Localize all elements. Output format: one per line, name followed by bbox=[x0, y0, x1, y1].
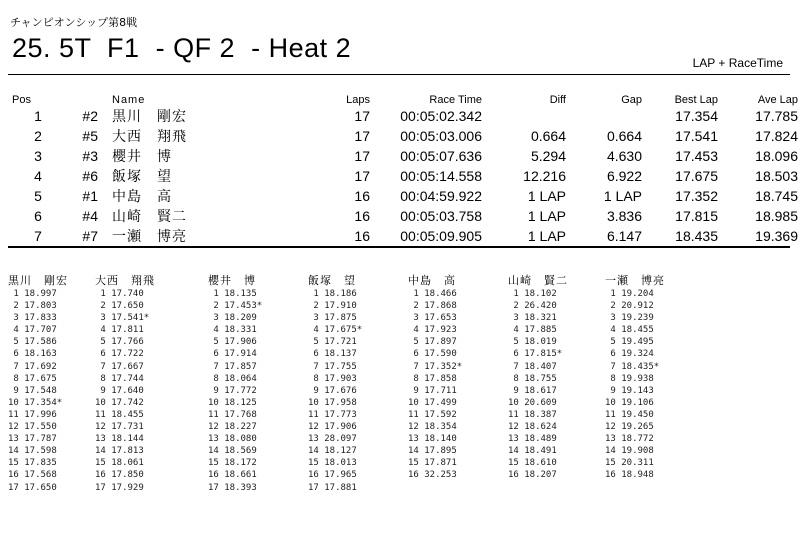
lap-time: 5 17.897 bbox=[408, 337, 457, 348]
lap-time: 7 17.352* bbox=[408, 361, 463, 372]
championship-label: チャンピオンシップ第8戦 bbox=[10, 16, 138, 29]
col-laps: Laps bbox=[346, 94, 370, 106]
lap-time: 12 19.265 bbox=[605, 422, 654, 433]
lap-time: 7 17.857 bbox=[208, 361, 257, 372]
result-laps: 17 bbox=[354, 128, 370, 144]
result-best-lap: 17.675 bbox=[675, 168, 718, 184]
lap-time: 6 17.914 bbox=[208, 349, 257, 360]
result-diff: 1 LAP bbox=[527, 208, 566, 224]
lap-time: 8 17.675 bbox=[8, 373, 57, 384]
lap-time: 7 18.407 bbox=[508, 361, 557, 372]
lap-time: 7 18.435* bbox=[605, 361, 660, 372]
result-car-number: #5 bbox=[82, 128, 98, 144]
lap-time: 2 26.420 bbox=[508, 301, 557, 312]
lap-time: 3 18.321 bbox=[508, 313, 557, 324]
lap-time: 1 19.204 bbox=[605, 289, 654, 299]
lap-time: 12 17.550 bbox=[8, 422, 57, 433]
lap-time: 5 17.721 bbox=[308, 337, 357, 348]
lap-time: 10 19.106 bbox=[605, 397, 654, 408]
result-driver-name: 黒川 剛宏 bbox=[112, 108, 187, 124]
lap-time: 14 18.569 bbox=[208, 446, 257, 457]
result-ave-lap: 17.785 bbox=[755, 108, 798, 124]
lap-time: 11 17.996 bbox=[8, 409, 57, 420]
lap-time: 8 18.755 bbox=[508, 373, 557, 384]
lap-time: 13 18.080 bbox=[208, 434, 257, 445]
page-title: 25. 5T F1 - QF 2 - Heat 2 bbox=[12, 33, 352, 63]
result-best-lap: 17.352 bbox=[675, 188, 718, 204]
result-car-number: #2 bbox=[82, 108, 98, 124]
lap-time: 13 28.097 bbox=[308, 434, 357, 445]
col-best-lap: Best Lap bbox=[674, 94, 718, 106]
lap-time: 14 18.491 bbox=[508, 446, 557, 457]
lap-time: 3 18.209 bbox=[208, 313, 257, 324]
lap-time: 9 19.143 bbox=[605, 385, 654, 396]
lap-time: 10 17.742 bbox=[95, 397, 144, 408]
col-no bbox=[68, 88, 98, 106]
lap-time: 15 18.061 bbox=[95, 458, 144, 469]
lap-time: 15 17.871 bbox=[408, 458, 457, 469]
lap-time: 8 17.903 bbox=[308, 373, 357, 384]
lap-time: 14 17.598 bbox=[8, 446, 57, 457]
results-header-row bbox=[8, 88, 798, 106]
lap-time: 2 20.912 bbox=[605, 301, 654, 312]
lap-time: 2 17.453* bbox=[208, 301, 263, 312]
lap-time: 9 17.640 bbox=[95, 385, 144, 396]
lap-time: 16 17.965 bbox=[308, 470, 357, 481]
result-row bbox=[8, 226, 798, 246]
lap-time: 16 18.661 bbox=[208, 470, 257, 481]
lap-time: 9 17.772 bbox=[208, 385, 257, 396]
result-driver-name: 櫻井 博 bbox=[112, 148, 172, 164]
lap-time: 12 18.354 bbox=[408, 422, 457, 433]
lap-time: 3 17.653 bbox=[408, 313, 457, 324]
lap-time: 3 17.833 bbox=[8, 313, 57, 324]
lap-column-driver: 黒川 剛宏 bbox=[8, 274, 68, 287]
lap-time: 12 17.731 bbox=[95, 422, 144, 433]
result-ave-lap: 19.369 bbox=[755, 228, 798, 244]
report-type-label: LAP + RaceTime bbox=[692, 56, 783, 70]
lap-time: 6 18.137 bbox=[308, 349, 357, 360]
lap-time: 14 18.127 bbox=[308, 446, 357, 457]
lap-time: 4 17.811 bbox=[95, 325, 144, 336]
lap-time: 6 19.324 bbox=[605, 349, 654, 360]
lap-time: 13 17.787 bbox=[8, 434, 57, 445]
result-row bbox=[8, 126, 798, 146]
lap-time: 6 17.815* bbox=[508, 349, 563, 360]
lap-time: 11 18.387 bbox=[508, 409, 557, 420]
result-gap bbox=[566, 106, 642, 126]
lap-column-driver: 山崎 賢二 bbox=[508, 274, 568, 287]
result-diff bbox=[482, 106, 566, 126]
lap-time: 9 18.617 bbox=[508, 385, 557, 396]
lap-time: 9 17.548 bbox=[8, 385, 57, 396]
lap-time: 1 18.102 bbox=[508, 289, 557, 299]
result-driver-name: 中島 高 bbox=[112, 188, 172, 204]
result-row bbox=[8, 146, 798, 166]
lap-time: 11 17.773 bbox=[308, 409, 357, 420]
lap-time: 11 17.592 bbox=[408, 409, 457, 420]
lap-column bbox=[308, 272, 406, 494]
results-table bbox=[8, 88, 798, 246]
lap-time: 7 17.755 bbox=[308, 361, 357, 372]
result-diff: 1 LAP bbox=[527, 228, 566, 244]
lap-time: 3 19.239 bbox=[605, 313, 654, 324]
result-best-lap: 17.541 bbox=[675, 128, 718, 144]
result-driver-name: 山崎 賢二 bbox=[112, 208, 187, 224]
lap-time: 7 17.667 bbox=[95, 361, 144, 372]
result-ave-lap: 18.096 bbox=[755, 148, 798, 164]
result-driver-name: 大西 翔飛 bbox=[112, 128, 187, 144]
result-row bbox=[8, 166, 798, 186]
lap-time: 10 17.958 bbox=[308, 397, 357, 408]
lap-time: 5 17.586 bbox=[8, 337, 57, 348]
lap-time: 13 18.772 bbox=[605, 434, 654, 445]
result-car-number: #7 bbox=[82, 228, 98, 244]
result-pos: 5 bbox=[34, 188, 42, 204]
lap-time: 17 17.650 bbox=[8, 482, 57, 493]
result-pos: 1 bbox=[34, 108, 42, 124]
lap-time: 1 18.997 bbox=[8, 289, 57, 299]
col-diff: Diff bbox=[549, 94, 566, 106]
lap-time: 17 18.393 bbox=[208, 482, 257, 493]
result-ave-lap: 18.503 bbox=[755, 168, 798, 184]
result-pos: 2 bbox=[34, 128, 42, 144]
result-gap: 0.664 bbox=[606, 128, 642, 144]
result-best-lap: 18.435 bbox=[675, 228, 718, 244]
lap-time: 9 17.711 bbox=[408, 385, 457, 396]
result-car-number: #4 bbox=[82, 208, 98, 224]
result-ave-lap: 18.985 bbox=[755, 208, 798, 224]
result-pos: 6 bbox=[34, 208, 42, 224]
lap-time: 4 18.455 bbox=[605, 325, 654, 336]
lap-time: 6 18.163 bbox=[8, 349, 57, 360]
result-race-time: 00:05:03.006 bbox=[400, 128, 482, 144]
lap-time: 4 18.331 bbox=[208, 325, 257, 336]
lap-time: 4 17.923 bbox=[408, 325, 457, 336]
result-best-lap: 17.815 bbox=[675, 208, 718, 224]
result-diff: 12.216 bbox=[523, 168, 566, 184]
lap-column bbox=[605, 272, 703, 482]
lap-time: 10 18.125 bbox=[208, 397, 257, 408]
lap-time: 7 17.692 bbox=[8, 361, 57, 372]
result-laps: 17 bbox=[354, 168, 370, 184]
lap-time: 14 17.813 bbox=[95, 446, 144, 457]
result-driver-name: 一瀬 博亮 bbox=[112, 228, 187, 244]
result-gap: 3.836 bbox=[606, 208, 642, 224]
result-ave-lap: 17.824 bbox=[755, 128, 798, 144]
result-race-time: 00:05:07.636 bbox=[400, 148, 482, 164]
lap-time: 10 20.609 bbox=[508, 397, 557, 408]
lap-time: 2 17.910 bbox=[308, 301, 357, 312]
lap-column bbox=[8, 272, 106, 494]
result-car-number: #3 bbox=[82, 148, 98, 164]
result-gap: 1 LAP bbox=[603, 188, 642, 204]
lap-time: 14 19.908 bbox=[605, 446, 654, 457]
result-diff: 0.664 bbox=[530, 128, 566, 144]
lap-time: 3 17.875 bbox=[308, 313, 357, 324]
result-laps: 16 bbox=[354, 228, 370, 244]
lap-time: 6 17.590 bbox=[408, 349, 457, 360]
lap-time: 15 17.835 bbox=[8, 458, 57, 469]
col-name: Name bbox=[112, 94, 146, 106]
lap-time: 15 18.172 bbox=[208, 458, 257, 469]
result-diff: 5.294 bbox=[530, 148, 566, 164]
lap-time: 17 17.881 bbox=[308, 482, 357, 493]
lap-time: 1 17.740 bbox=[95, 289, 144, 299]
lap-time: 17 17.929 bbox=[95, 482, 144, 493]
lap-time: 12 18.624 bbox=[508, 422, 557, 433]
results-body bbox=[8, 106, 798, 246]
result-row bbox=[8, 186, 798, 206]
lap-time: 15 18.013 bbox=[308, 458, 357, 469]
lap-time: 13 18.489 bbox=[508, 434, 557, 445]
lap-time: 8 17.858 bbox=[408, 373, 457, 384]
lap-column bbox=[95, 272, 193, 494]
lap-time: 12 18.227 bbox=[208, 422, 257, 433]
lap-time: 3 17.541* bbox=[95, 313, 150, 324]
result-laps: 17 bbox=[354, 108, 370, 124]
lap-time: 2 17.868 bbox=[408, 301, 457, 312]
lap-column-driver: 櫻井 博 bbox=[208, 274, 256, 287]
lap-time: 12 17.906 bbox=[308, 422, 357, 433]
result-pos: 7 bbox=[34, 228, 42, 244]
result-car-number: #1 bbox=[82, 188, 98, 204]
lap-time: 8 19.938 bbox=[605, 373, 654, 384]
lap-time: 5 17.906 bbox=[208, 337, 257, 348]
lap-time: 10 17.499 bbox=[408, 397, 457, 408]
lap-time: 16 32.253 bbox=[408, 470, 457, 481]
lap-column bbox=[208, 272, 306, 494]
lap-time: 4 17.675* bbox=[308, 325, 363, 336]
lap-time: 15 20.311 bbox=[605, 458, 654, 469]
result-ave-lap: 18.745 bbox=[755, 188, 798, 204]
lap-column-driver: 一瀬 博亮 bbox=[605, 274, 665, 287]
lap-time: 14 17.895 bbox=[408, 446, 457, 457]
result-best-lap: 17.453 bbox=[675, 148, 718, 164]
lap-column-driver: 飯塚 望 bbox=[308, 274, 356, 287]
result-race-time: 00:05:03.758 bbox=[400, 208, 482, 224]
result-race-time: 00:04:59.922 bbox=[400, 188, 482, 204]
lap-time: 11 19.450 bbox=[605, 409, 654, 420]
lap-time: 5 18.019 bbox=[508, 337, 557, 348]
result-laps: 16 bbox=[354, 188, 370, 204]
result-pos: 3 bbox=[34, 148, 42, 164]
lap-column-driver: 中島 高 bbox=[408, 274, 456, 287]
results-divider bbox=[8, 246, 790, 248]
result-gap: 4.630 bbox=[606, 148, 642, 164]
result-race-time: 00:05:14.558 bbox=[400, 168, 482, 184]
lap-column bbox=[408, 272, 506, 482]
lap-time: 5 17.766 bbox=[95, 337, 144, 348]
lap-time: 16 17.568 bbox=[8, 470, 57, 481]
lap-time: 5 19.495 bbox=[605, 337, 654, 348]
result-pos: 4 bbox=[34, 168, 42, 184]
lap-time: 1 18.135 bbox=[208, 289, 257, 299]
header-divider bbox=[8, 74, 790, 75]
col-gap: Gap bbox=[621, 94, 642, 106]
lap-time: 10 17.354* bbox=[8, 397, 63, 408]
result-laps: 16 bbox=[354, 208, 370, 224]
lap-time: 16 18.207 bbox=[508, 470, 557, 481]
col-pos: Pos bbox=[12, 94, 31, 106]
lap-time: 9 17.676 bbox=[308, 385, 357, 396]
lap-time: 13 18.140 bbox=[408, 434, 457, 445]
lap-time: 4 17.707 bbox=[8, 325, 57, 336]
lap-column-driver: 大西 翔飛 bbox=[95, 274, 155, 287]
result-best-lap: 17.354 bbox=[675, 108, 718, 124]
result-diff: 1 LAP bbox=[527, 188, 566, 204]
lap-time: 11 17.768 bbox=[208, 409, 257, 420]
col-ave-lap: Ave Lap bbox=[757, 94, 798, 106]
result-row bbox=[8, 206, 798, 226]
lap-time: 6 17.722 bbox=[95, 349, 144, 360]
col-race-time: Race Time bbox=[429, 94, 482, 106]
lap-time: 15 18.610 bbox=[508, 458, 557, 469]
lap-time: 16 17.850 bbox=[95, 470, 144, 481]
lap-time: 2 17.650 bbox=[95, 301, 144, 312]
lap-time: 16 18.948 bbox=[605, 470, 654, 481]
lap-time: 8 18.064 bbox=[208, 373, 257, 384]
result-race-time: 00:05:09.905 bbox=[400, 228, 482, 244]
lap-time: 2 17.803 bbox=[8, 301, 57, 312]
lap-time: 13 18.144 bbox=[95, 434, 144, 445]
lap-time: 11 18.455 bbox=[95, 409, 144, 420]
result-gap: 6.147 bbox=[606, 228, 642, 244]
lap-time: 1 18.186 bbox=[308, 289, 357, 299]
result-gap: 6.922 bbox=[606, 168, 642, 184]
lap-column bbox=[508, 272, 606, 482]
result-row bbox=[8, 106, 798, 126]
result-car-number: #6 bbox=[82, 168, 98, 184]
lap-time: 4 17.885 bbox=[508, 325, 557, 336]
result-race-time: 00:05:02.342 bbox=[400, 108, 482, 124]
lap-time: 1 18.466 bbox=[408, 289, 457, 299]
lap-time: 8 17.744 bbox=[95, 373, 144, 384]
result-laps: 17 bbox=[354, 148, 370, 164]
result-driver-name: 飯塚 望 bbox=[112, 168, 172, 184]
